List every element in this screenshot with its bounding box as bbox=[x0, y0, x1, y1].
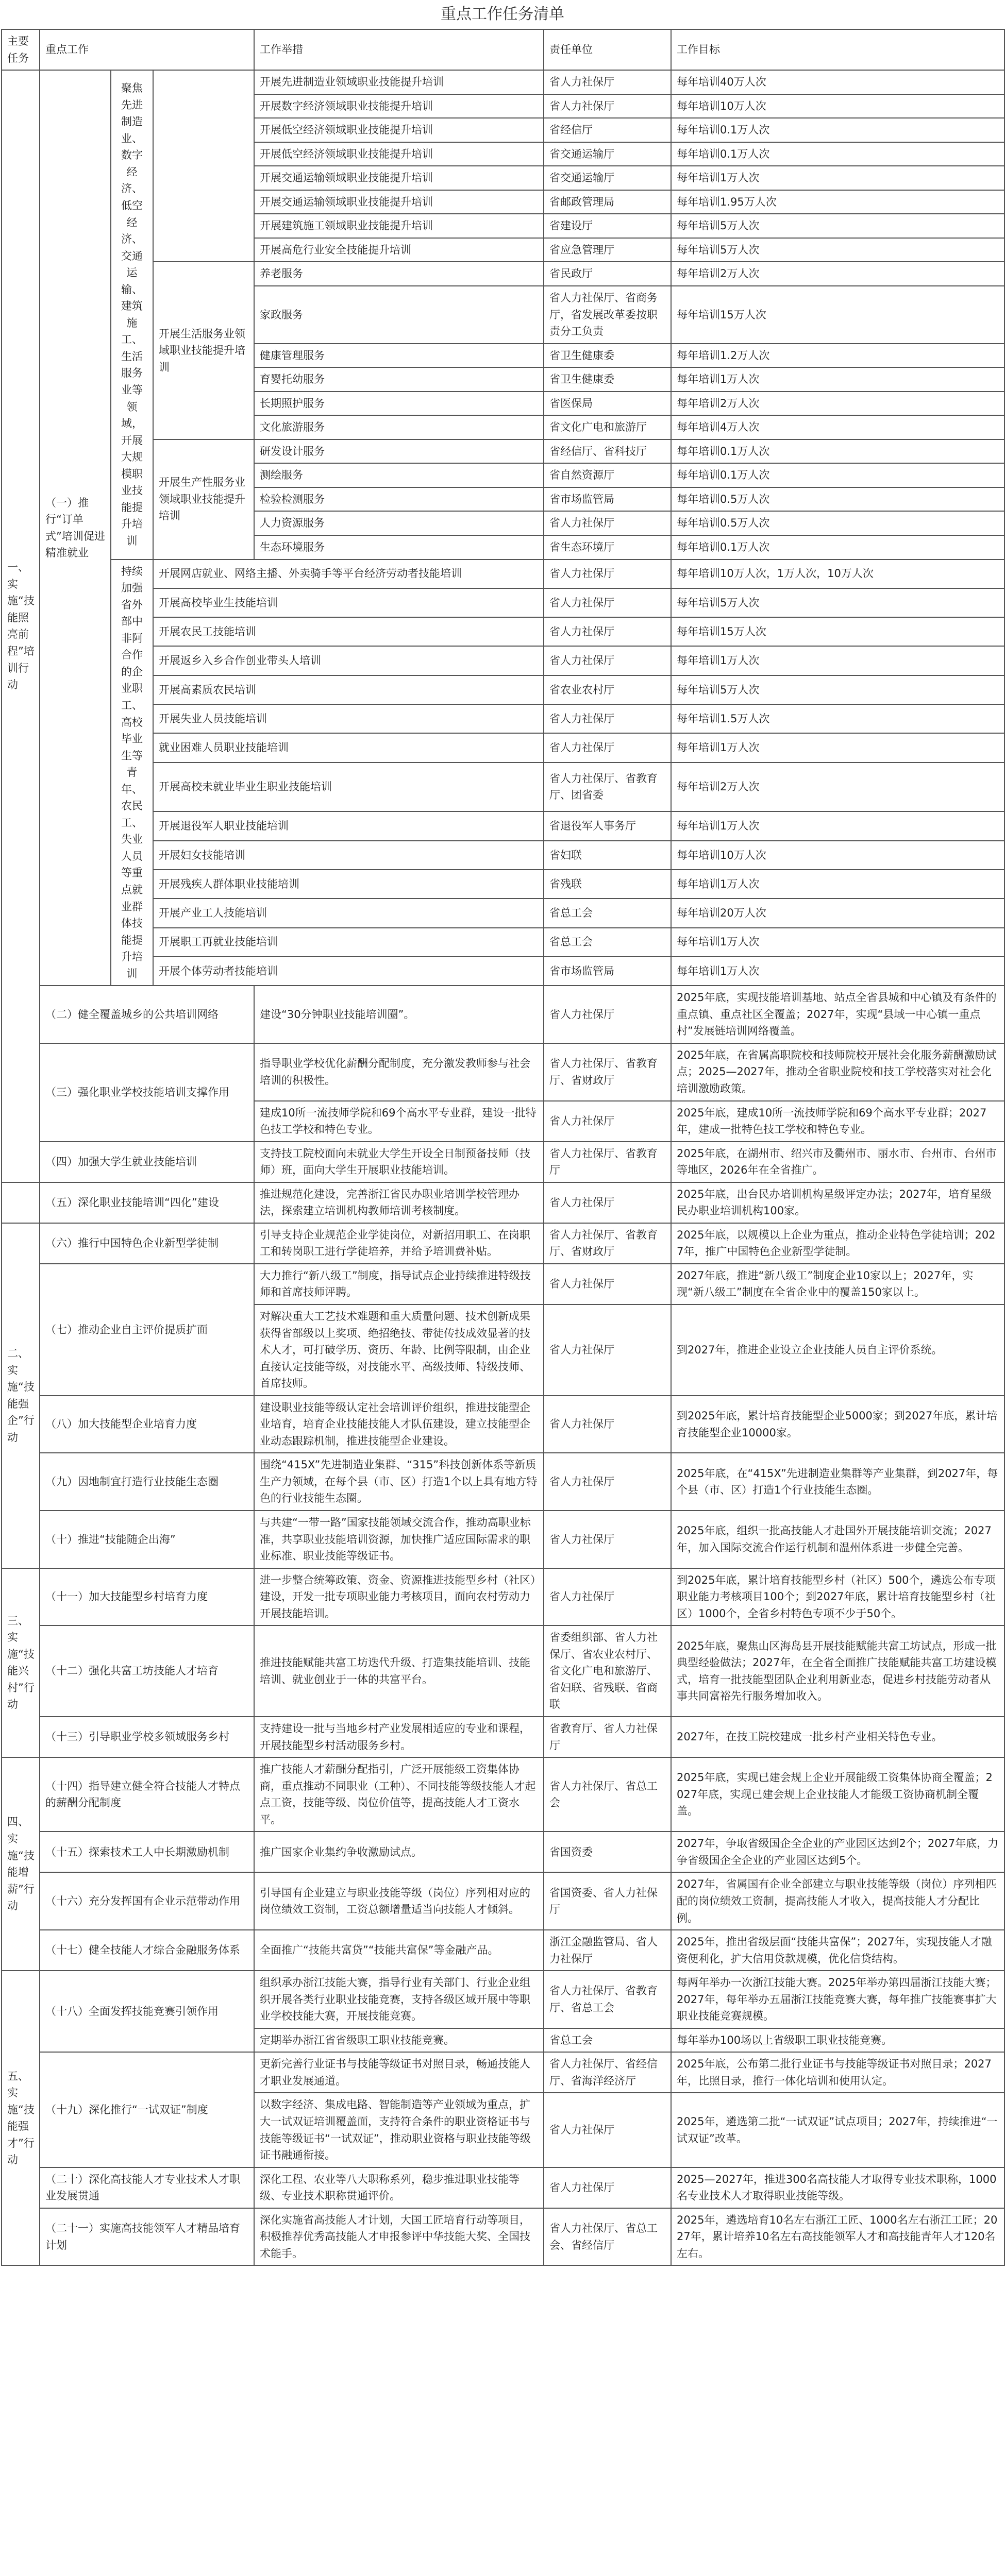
target-cell: 2025年底，实现技能培训基地、站点全省县城和中心镇及有条件的重点镇、重点社区全覆盖；2027年，实现“县域一中心镇一重点村”发展链培训网络覆盖。 bbox=[671, 986, 1004, 1043]
measure-cell: 检验检测服务 bbox=[254, 487, 544, 512]
measure-cell: 长期照护服务 bbox=[254, 392, 544, 416]
measure-cell: 开展高校毕业生技能培训 bbox=[153, 588, 544, 617]
main-task-cell: 五、实施“技能强才”行动 bbox=[2, 1971, 40, 2265]
measure-cell: 育婴托幼服务 bbox=[254, 367, 544, 392]
unit-cell: 省残联 bbox=[544, 870, 671, 899]
unit-cell: 省人力社保厅 bbox=[544, 1304, 671, 1396]
target-cell: 2025年，遴选培育10名左右浙江工匠、1000名左右浙江工匠；2027年，累计培养10名左右高技能领军人才和高技能青年人才120名左右。 bbox=[671, 2208, 1004, 2266]
table-row bbox=[2, 1568, 1004, 1626]
table-row bbox=[2, 2052, 1004, 2093]
unit-cell: 省人力社保厅 bbox=[544, 2167, 671, 2208]
measure-cell: 指导职业学校优化薪酬分配制度，充分激发教师参与社会培训的积极性。 bbox=[254, 1043, 544, 1101]
target-cell: 2027年底，推进“新八级工”制度企业10家以上；2027年，实现“新八级工”制度在全省企业中的覆盖150家以上。 bbox=[671, 1264, 1004, 1304]
table-row bbox=[2, 1223, 1004, 1264]
header-unit: 责任单位 bbox=[544, 29, 671, 70]
target-cell: 2025年底，在湖州市、绍兴市及衢州市、丽水市、台州市、台州市等地区，2026年在全省推广。 bbox=[671, 1142, 1004, 1182]
target-cell: 每年培训0.1万人次 bbox=[671, 535, 1004, 560]
unit-cell: 省总工会 bbox=[544, 899, 671, 927]
measure-cell: 测绘服务 bbox=[254, 463, 544, 487]
target-cell: 每年培训2万人次 bbox=[671, 262, 1004, 286]
unit-cell: 省人力社保厅 bbox=[544, 646, 671, 675]
measure-cell: 推广技能人才薪酬分配指引，广泛开展能级工资集体协商，重点推动不同职业（工种）、不同技能等级技能人才起点工资，技能等级、岗位价值等，提高技能人才工资水平。 bbox=[254, 1757, 544, 1832]
unit-cell: 省人力社保厅 bbox=[544, 588, 671, 617]
target-cell: 每年培训10万人次 bbox=[671, 841, 1004, 870]
target-cell: 每年培训5万人次 bbox=[671, 238, 1004, 262]
measure-cell: 开展个体劳动者技能培训 bbox=[153, 957, 544, 986]
key-work-cell: （十二）强化共富工坊技能人才培育 bbox=[40, 1625, 254, 1717]
unit-cell: 省医保局 bbox=[544, 392, 671, 416]
table-row bbox=[2, 986, 1004, 1043]
target-cell: 每年举办100场以上省级职工职业技能竞赛。 bbox=[671, 2028, 1004, 2053]
target-cell: 每年培训1万人次 bbox=[671, 870, 1004, 899]
target-cell: 每年培训5万人次 bbox=[671, 214, 1004, 238]
unit-cell: 省人力社保厅 bbox=[544, 986, 671, 1043]
key-work-cell: （二）健全覆盖城乡的公共培训网络 bbox=[40, 986, 254, 1043]
unit-cell: 省建设厅 bbox=[544, 214, 671, 238]
task-table bbox=[1, 29, 1005, 2266]
target-cell: 2025年底，在省属高职院校和技师院校开展社会化服务薪酬激励试点；2025—2027年，推动全省职业院校和技工学校落实对社会化培训激励政策。 bbox=[671, 1043, 1004, 1101]
table-row bbox=[2, 1757, 1004, 1832]
subcategory-cell bbox=[153, 70, 254, 262]
target-cell: 2025年底，组织一批高技能人才赴国外开展技能培训交流；2027年，加入国际交流合作运行机制和温州体系进一步健全完善。 bbox=[671, 1511, 1004, 1568]
target-cell: 到2025年底，累计培育技能型乡村（社区）500个，遴选公布专项职业能力考核项目100个；到2027年底，累计培育技能型乡村（社区）1000个，全省乡村特色专项不少于50个。 bbox=[671, 1568, 1004, 1626]
unit-cell: 省人力社保厅 bbox=[544, 2093, 671, 2167]
header-key-work: 重点工作 bbox=[40, 29, 254, 70]
unit-cell: 省邮政管理局 bbox=[544, 190, 671, 214]
unit-cell: 省人力社保厅 bbox=[544, 94, 671, 118]
target-cell: 每年培训0.1万人次 bbox=[671, 439, 1004, 464]
target-cell: 每年培训5万人次 bbox=[671, 675, 1004, 704]
key-work-cell: （三）强化职业学校技能培训支撑作用 bbox=[40, 1043, 254, 1142]
unit-cell: 省生态环境厅 bbox=[544, 535, 671, 560]
unit-cell: 浙江金融监管局、省人力社保厅 bbox=[544, 1930, 671, 1971]
unit-cell: 省人力社保厅、省总工会 bbox=[544, 1757, 671, 1832]
unit-cell: 省人力社保厅、省教育厅、省财政厅 bbox=[544, 1043, 671, 1101]
unit-cell: 省国资委、省人力社保厅 bbox=[544, 1872, 671, 1930]
measure-cell: 与共建“一带一路”国家技能领域交流合作，推动高职业标准，共享职业技能培训资源，加快推广适应国际需求的职业标准、职业技能等级证书。 bbox=[254, 1511, 544, 1568]
unit-cell: 省教育厅、省人力社保厅 bbox=[544, 1717, 671, 1757]
table-row bbox=[2, 1511, 1004, 1568]
table-row bbox=[2, 2208, 1004, 2266]
target-cell: 每年培训4万人次 bbox=[671, 415, 1004, 439]
measure-cell: 大力推行“新八级工”制度，指导试点企业持续推进特级技师和首席技师评聘。 bbox=[254, 1264, 544, 1304]
unit-cell: 省妇联 bbox=[544, 841, 671, 870]
measure-cell: 建成10所一流技师学院和69个高水平专业群，建设一批特色技工学校和特色专业。 bbox=[254, 1101, 544, 1142]
target-cell: 2025年底，建成10所一流技师学院和69个高水平专业群；2027年，建成一批特色技工学校和特色专业。 bbox=[671, 1101, 1004, 1142]
unit-cell: 省卫生健康委 bbox=[544, 367, 671, 392]
unit-cell: 省人力社保厅 bbox=[544, 1264, 671, 1304]
measure-cell: 开展网店就业、网络主播、外卖骑手等平台经济劳动者技能培训 bbox=[153, 560, 544, 588]
subcategory-cell: 开展生产性服务业领域职业技能提升培训 bbox=[153, 439, 254, 560]
key-work-cell: （八）加大技能型企业培育力度 bbox=[40, 1396, 254, 1453]
key-work-cell: （十三）引导职业学校多领域服务乡村 bbox=[40, 1717, 254, 1757]
unit-cell: 省人力社保厅 bbox=[544, 617, 671, 646]
table-row bbox=[2, 1930, 1004, 1971]
target-cell: 每年培训1.95万人次 bbox=[671, 190, 1004, 214]
target-cell: 每年培训1.5万人次 bbox=[671, 704, 1004, 733]
target-cell: 2025年底，公布第二批行业证书与技能等级证书对照目录；2027年，比照目录，推行一体化培训和使用认定。 bbox=[671, 2052, 1004, 2093]
measure-cell: 开展退役军人职业技能培训 bbox=[153, 811, 544, 840]
unit-cell: 省人力社保厅 bbox=[544, 511, 671, 535]
target-cell: 每年培训0.5万人次 bbox=[671, 487, 1004, 512]
measure-cell: 深化工程、农业等八大职称系列，稳步推进职业技能等级、专业技术职称贯通评价。 bbox=[254, 2167, 544, 2208]
unit-cell: 省文化广电和旅游厅 bbox=[544, 415, 671, 439]
measure-cell: 组织承办浙江技能大赛，指导行业有关部门、行业企业组织开展各类行业职业技能竞赛，支持各级区域开展中等职业学校技能大赛，开展技能竞赛。 bbox=[254, 1971, 544, 2028]
target-cell: 每年培训10万人次，1万人次，10万人次 bbox=[671, 560, 1004, 588]
measure-cell: 开展失业人员技能培训 bbox=[153, 704, 544, 733]
measure-cell: 开展数字经济领域职业技能提升培训 bbox=[254, 94, 544, 118]
measure-cell: 人力资源服务 bbox=[254, 511, 544, 535]
header-measure: 工作举措 bbox=[254, 29, 544, 70]
target-cell: 每年培训1万人次 bbox=[671, 811, 1004, 840]
target-cell: 到2027年，推进企业设立企业技能人员自主评价系统。 bbox=[671, 1304, 1004, 1396]
main-task-cell bbox=[2, 1182, 40, 1223]
target-cell: 每年培训1万人次 bbox=[671, 166, 1004, 190]
unit-cell: 省人力社保厅、省总工会、省经信厅 bbox=[544, 2208, 671, 2266]
target-cell: 每年培训0.1万人次 bbox=[671, 142, 1004, 166]
target-cell: 每年培训15万人次 bbox=[671, 617, 1004, 646]
key-work-cell: （五）深化职业技能培训“四化”建设 bbox=[40, 1182, 254, 1223]
measure-cell: 推广国家企业集约争收激励试点。 bbox=[254, 1832, 544, 1872]
key-work-cell: （十一）加大技能型乡村培育力度 bbox=[40, 1568, 254, 1626]
main-task-cell: 二、实施“技能强企”行动 bbox=[2, 1223, 40, 1568]
measure-cell: 支持技工院校面向未就业大学生开设全日制预备技师（技师）班，面向大学生开展职业技能培训。 bbox=[254, 1142, 544, 1182]
target-cell: 每年培训5万人次 bbox=[671, 588, 1004, 617]
table-row bbox=[2, 560, 1004, 588]
measure-cell: 定期举办浙江省省级职工职业技能竞赛。 bbox=[254, 2028, 544, 2053]
target-cell: 每年培训1万人次 bbox=[671, 733, 1004, 762]
unit-cell: 省人力社保厅 bbox=[544, 733, 671, 762]
unit-cell: 省委组织部、省人力社保厅、省农业农村厅、省文化广电和旅游厅、省妇联、省残联、省商联 bbox=[544, 1625, 671, 1717]
unit-cell: 省总工会 bbox=[544, 2028, 671, 2053]
document-title: 重点工作任务清单 bbox=[441, 5, 564, 23]
target-cell: 每年培训10万人次 bbox=[671, 94, 1004, 118]
unit-cell: 省民政厅 bbox=[544, 262, 671, 286]
measure-cell: 开展高素质农民培训 bbox=[153, 675, 544, 704]
unit-cell: 省交通运输厅 bbox=[544, 166, 671, 190]
target-cell: 2025年，推出省级层面“技能共富保”；2027年，实现技能人才融资便利化，扩大信用贷款规模，优化信贷结构。 bbox=[671, 1930, 1004, 1971]
header-main-task: 主要任务 bbox=[2, 29, 40, 70]
table-row bbox=[2, 1453, 1004, 1511]
key-work-cell: （十五）探索技术工人中长期激励机制 bbox=[40, 1832, 254, 1872]
target-cell: 2025年底，聚焦山区海岛县开展技能赋能共富工坊试点，形成一批典型经验做法；2027年，在全省全面推广技能赋能共富工坊建设模式，培育一批技能型团队企业利用新业态，促进乡村技能劳动者从事共同富裕先行服务增加收入。 bbox=[671, 1625, 1004, 1717]
unit-cell: 省经信厅、省科技厅 bbox=[544, 439, 671, 464]
unit-cell: 省人力社保厅 bbox=[544, 1511, 671, 1568]
measure-cell: 全面推广“技能共富贷”“技能共富保”等金融产品。 bbox=[254, 1930, 544, 1971]
measure-cell: 开展产业工人技能培训 bbox=[153, 899, 544, 927]
measure-cell: 引导支持企业规范企业学徒岗位，对新招用职工、在岗职工和转岗职工进行学徒培养，并给予培训费补贴。 bbox=[254, 1223, 544, 1264]
table-row bbox=[2, 1043, 1004, 1101]
measure-cell: 开展高危行业安全技能提升培训 bbox=[254, 238, 544, 262]
measure-cell: 健康管理服务 bbox=[254, 344, 544, 368]
target-cell: 每年培训2万人次 bbox=[671, 762, 1004, 812]
target-cell: 每年培训1万人次 bbox=[671, 928, 1004, 957]
key-work-cell: （九）因地制宜打造行业技能生态圈 bbox=[40, 1453, 254, 1511]
measure-cell: 开展残疾人群体职业技能培训 bbox=[153, 870, 544, 899]
key-work-cell: （十四）指导建立健全符合技能人才特点的薪酬分配制度 bbox=[40, 1757, 254, 1832]
target-cell: 每年培训20万人次 bbox=[671, 899, 1004, 927]
target-cell: 每年培训1万人次 bbox=[671, 367, 1004, 392]
main-task-cell: 三、实施“技能兴村”行动 bbox=[2, 1568, 40, 1757]
header-target: 工作目标 bbox=[671, 29, 1004, 70]
measure-cell: 开展农民工技能培训 bbox=[153, 617, 544, 646]
unit-cell: 省人力社保厅、省经信厅、省海洋经济厅 bbox=[544, 2052, 671, 2093]
main-task-cell: 四、实施“技能增薪”行动 bbox=[2, 1757, 40, 1971]
target-cell: 2025—2027年，推进300名高技能人才取得专业技术职称，1000名专业技术人才取得职业技能等级。 bbox=[671, 2167, 1004, 2208]
table-row bbox=[2, 70, 1004, 94]
key-work-cell: （六）推行中国特色企业新型学徒制 bbox=[40, 1223, 254, 1264]
table-row bbox=[2, 1396, 1004, 1453]
category-cell: 持续加强省外部中非阿合作的企业职工、高校毕业生等青年、农民工、失业人员等重点就业群体技能提升培训 bbox=[111, 560, 153, 986]
measure-cell: 生态环境服务 bbox=[254, 535, 544, 560]
measure-cell: 建设“30分钟职业技能培训圈”。 bbox=[254, 986, 544, 1043]
target-cell: 2025年，遴选第二批“一试双证”试点项目；2027年，持续推进“一试双证”改革。 bbox=[671, 2093, 1004, 2167]
unit-cell: 省农业农村厅 bbox=[544, 675, 671, 704]
unit-cell: 省市场监管局 bbox=[544, 487, 671, 512]
measure-cell: 更新完善行业证书与技能等级证书对照目录，畅通技能人才职业发展通道。 bbox=[254, 2052, 544, 2093]
unit-cell: 省应急管理厅 bbox=[544, 238, 671, 262]
target-cell: 2025年底，实现已建会规上企业开展能级工资集体协商全覆盖；2027年底，实现已建会规上企业技能人才能级工资协商机制全覆盖。 bbox=[671, 1757, 1004, 1832]
measure-cell: 引导国有企业建立与职业技能等级（岗位）序列相对应的岗位绩效工资制，工资总额增量适当向技能人才倾斜。 bbox=[254, 1872, 544, 1930]
table-row bbox=[2, 1717, 1004, 1757]
measure-cell: 建设职业技能等级认定社会培训评价组织，推进技能型企业培育，培育企业技能技能人才队伍建设，建立技能型企业动态跟踪机制，推进技能型企业建设。 bbox=[254, 1396, 544, 1453]
measure-cell: 进一步整合统筹政策、资金、资源推进技能型乡村（社区）建设，开发一批专项职业能力考核项目，面向农村劳动力开展技能培训。 bbox=[254, 1568, 544, 1626]
measure-cell: 推进技能赋能共富工坊迭代升级、打造集技能培训、技能培训、就业创业于一体的共富平台。 bbox=[254, 1625, 544, 1717]
unit-cell: 省经信厅 bbox=[544, 118, 671, 142]
target-cell: 每年培训1万人次 bbox=[671, 646, 1004, 675]
unit-cell: 省人力社保厅、省教育厅、省财政厅 bbox=[544, 1223, 671, 1264]
measure-cell: 开展低空经济领域职业技能提升培训 bbox=[254, 142, 544, 166]
target-cell: 到2025年底，累计培育技能型企业5000家；到2027年底，累计培育技能型企业10000家。 bbox=[671, 1396, 1004, 1453]
measure-cell: 支持建设一批与当地乡村产业发展相适应的专业和课程，开展技能型乡村活动服务乡村。 bbox=[254, 1717, 544, 1757]
measure-cell: 深化实施省高技能人才计划，大国工匠培育行动等项目，积极推荐优秀高技能人才申报参评中华技能大奖、全国技术能手。 bbox=[254, 2208, 544, 2266]
unit-cell: 省人力社保厅、省教育厅、省总工会 bbox=[544, 1971, 671, 2028]
table-row bbox=[2, 1971, 1004, 2028]
target-cell: 2027年，争取省级国企全企业的产业园区达到2个；2027年底，力争省级国企全企业的产业园区达到5个。 bbox=[671, 1832, 1004, 1872]
measure-cell: 推进规范化建设，完善浙江省民办职业培训学校管理办法，探索建立培训机构教师培训考核制度。 bbox=[254, 1182, 544, 1223]
measure-cell: 文化旅游服务 bbox=[254, 415, 544, 439]
table-row bbox=[2, 1182, 1004, 1223]
unit-cell: 省人力社保厅、省教育厅、团省委 bbox=[544, 762, 671, 812]
table-row bbox=[2, 1142, 1004, 1182]
unit-cell: 省人力社保厅 bbox=[544, 1101, 671, 1142]
unit-cell: 省人力社保厅 bbox=[544, 1568, 671, 1626]
unit-cell: 省交通运输厅 bbox=[544, 142, 671, 166]
unit-cell: 省人力社保厅 bbox=[544, 1182, 671, 1223]
subcategory-cell: 开展生活服务业领域职业技能提升培训 bbox=[153, 262, 254, 439]
target-cell: 每年培训1万人次 bbox=[671, 957, 1004, 986]
unit-cell: 省国资委 bbox=[544, 1832, 671, 1872]
target-cell: 每年培训15万人次 bbox=[671, 286, 1004, 344]
unit-cell: 省退役军人事务厅 bbox=[544, 811, 671, 840]
table-row bbox=[2, 1625, 1004, 1717]
unit-cell: 省总工会 bbox=[544, 928, 671, 957]
measure-cell: 开展先进制造业领域职业技能提升培训 bbox=[254, 70, 544, 94]
key-work-cell: （十九）深化推行“一试双证”制度 bbox=[40, 2052, 254, 2167]
table-row bbox=[2, 1872, 1004, 1930]
key-work-cell: （十）推进“技能随企出海” bbox=[40, 1511, 254, 1568]
target-cell: 每年培训1.2万人次 bbox=[671, 344, 1004, 368]
key-work-cell: （十六）充分发挥国有企业示范带动作用 bbox=[40, 1872, 254, 1930]
target-cell: 每年培训40万人次 bbox=[671, 70, 1004, 94]
measure-cell: 开展职工再就业技能培训 bbox=[153, 928, 544, 957]
measure-cell: 以数字经济、集成电路、智能制造等产业领域为重点，扩大一试双证培训覆盖面，支持符合条件的职业资格证书与技能等级证书“一试双证”，推动职业资格与职业技能等级证书融通衔接。 bbox=[254, 2093, 544, 2167]
unit-cell: 省人力社保厅 bbox=[544, 704, 671, 733]
target-cell: 每年培训0.1万人次 bbox=[671, 118, 1004, 142]
measure-cell: 开展交通运输领域职业技能提升培训 bbox=[254, 190, 544, 214]
measure-cell: 养老服务 bbox=[254, 262, 544, 286]
target-cell: 2025年底，在“415X”先进制造业集群等产业集群，到2027年，每个县（市、区）打造1个行业技能生态圈。 bbox=[671, 1453, 1004, 1511]
unit-cell: 省人力社保厅 bbox=[544, 560, 671, 588]
measure-cell: 开展低空经济领域职业技能提升培训 bbox=[254, 118, 544, 142]
measure-cell: 对解决重大工艺技术难题和重大质量问题、技术创新成果获得省部级以上奖项、绝招绝技、带徒传技成效显著的技术人才，可打破学历、资历、年龄、比例等限制，由企业直接认定技能等级，对技能水平、高级技师、特级技师、首席技师。 bbox=[254, 1304, 544, 1396]
unit-cell: 省卫生健康委 bbox=[544, 344, 671, 368]
key-work-cell: （一）推行“订单式”培训促进精准就业 bbox=[40, 70, 111, 986]
category-cell: 聚焦先进制造业、数字经济、低空经济、交通运输、建筑施工、生活服务业等领域，开展大规模职业技能提升培训 bbox=[111, 70, 153, 559]
target-cell: 每年培训0.5万人次 bbox=[671, 511, 1004, 535]
target-cell: 2027年，省属国有企业全部建立与职业技能等级（岗位）序列相匹配的岗位绩效工资制，提高技能人才收入，提高技能人才分配比例。 bbox=[671, 1872, 1004, 1930]
target-cell: 每年培训0.1万人次 bbox=[671, 463, 1004, 487]
key-work-cell: （七）推动企业自主评价提质扩面 bbox=[40, 1264, 254, 1396]
table-row bbox=[2, 1264, 1004, 1304]
unit-cell: 省自然资源厅 bbox=[544, 463, 671, 487]
unit-cell: 省市场监管局 bbox=[544, 957, 671, 986]
target-cell: 每两年举办一次浙江技能大赛。2025年举办第四届浙江技能大赛；2027年，每年举办五届浙江技能竞赛大赛，每年推广技能赛事扩大职业技能竞赛规模。 bbox=[671, 1971, 1004, 2028]
measure-cell: 研发设计服务 bbox=[254, 439, 544, 464]
measure-cell: 开展建筑施工领域职业技能提升培训 bbox=[254, 214, 544, 238]
key-work-cell: （十七）健全技能人才综合金融服务体系 bbox=[40, 1930, 254, 1971]
measure-cell: 开展返乡入乡合作创业带头人培训 bbox=[153, 646, 544, 675]
measure-cell: 围绕“415X”先进制造业集群、“315”科技创新体系等新质生产力领域，在每个县（市、区）打造1个以上具有地方特色的行业技能生态圈。 bbox=[254, 1453, 544, 1511]
key-work-cell: （十八）全面发挥技能竞赛引领作用 bbox=[40, 1971, 254, 2052]
target-cell: 2027年，在技工院校建成一批乡村产业相关特色专业。 bbox=[671, 1717, 1004, 1757]
header-row bbox=[2, 29, 1004, 70]
unit-cell: 省人力社保厅 bbox=[544, 1453, 671, 1511]
target-cell: 2025年底，以规模以上企业为重点，推动企业特色学徒培训；2027年，推广中国特色企业新型学徒制。 bbox=[671, 1223, 1004, 1264]
measure-cell: 家政服务 bbox=[254, 286, 544, 344]
target-cell: 每年培训2万人次 bbox=[671, 392, 1004, 416]
measure-cell: 开展妇女技能培训 bbox=[153, 841, 544, 870]
key-work-cell: （二十）深化高技能人才专业技术人才职业发展贯通 bbox=[40, 2167, 254, 2208]
table-row bbox=[2, 2167, 1004, 2208]
unit-cell: 省人力社保厅、省商务厅，省发展改革委按职责分工负责 bbox=[544, 286, 671, 344]
main-task-cell: 一、实施“技能照亮前程”培训行动 bbox=[2, 70, 40, 1182]
unit-cell: 省人力社保厅 bbox=[544, 1396, 671, 1453]
key-work-cell: （二十一）实施高技能领军人才精品培育计划 bbox=[40, 2208, 254, 2266]
table-row bbox=[2, 1832, 1004, 1872]
measure-cell: 就业困难人员职业技能培训 bbox=[153, 733, 544, 762]
key-work-cell: （四）加强大学生就业技能培训 bbox=[40, 1142, 254, 1182]
measure-cell: 开展交通运输领域职业技能提升培训 bbox=[254, 166, 544, 190]
unit-cell: 省人力社保厅、省教育厅 bbox=[544, 1142, 671, 1182]
unit-cell: 省人力社保厅 bbox=[544, 70, 671, 94]
measure-cell: 开展高校未就业毕业生职业技能培训 bbox=[153, 762, 544, 812]
target-cell: 2025年底，出台民办培训机构星级评定办法；2027年，培育星级民办职业培训机构100家。 bbox=[671, 1182, 1004, 1223]
